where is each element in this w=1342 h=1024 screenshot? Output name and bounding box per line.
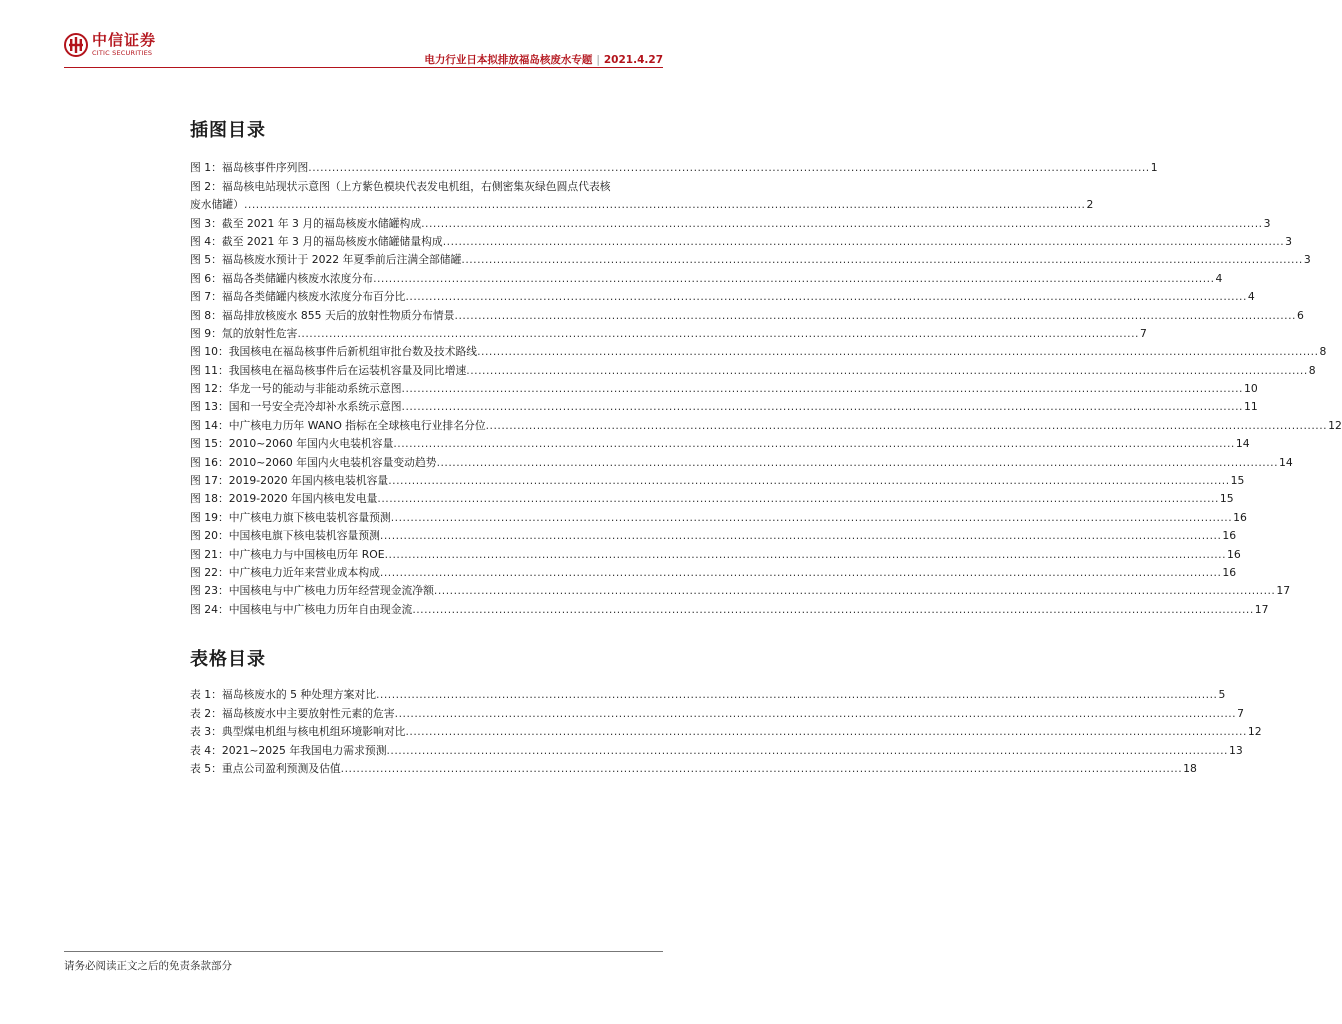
toc-leader-dots [477, 343, 1318, 361]
toc-page-number: 7 [1139, 326, 1147, 340]
toc-entry-label: 图 10：我国核电在福岛核事件后新机组审批台数及技术路线 [190, 345, 478, 359]
toc-entry-label: 图 14：中广核电力历年 WANO 指标在全球核电行业排名分位 [190, 418, 486, 432]
toc-page-number: 4 [1215, 271, 1223, 285]
toc-page-number: 3 [1303, 253, 1311, 267]
report-title: 电力行业日本拟排放福岛核废水专题 [424, 54, 593, 66]
toc-entry[interactable] [190, 269, 1223, 287]
toc-leader-dots [388, 472, 1229, 490]
toc-entry[interactable] [190, 177, 663, 195]
toc-entry-label: 图 8：福岛排放核废水 855 天后的放射性物质分布情景 [190, 308, 455, 322]
tables-toc-list [190, 686, 1262, 778]
header-divider [64, 67, 663, 68]
toc-leader-dots [461, 251, 1302, 269]
toc-entry[interactable] [190, 416, 1342, 434]
toc-entry-label: 图 3：截至 2021 年 3 月的福岛核废水储罐构成 [190, 216, 422, 230]
toc-page-number: 15 [1219, 492, 1234, 506]
toc-entry-label: 图 18：2019-2020 年国内核电发电量 [190, 492, 378, 506]
footer-divider [64, 951, 663, 952]
toc-entry-label: 表 4：2021~2025 年我国电力需求预测 [190, 743, 387, 757]
toc-page-number: 14 [1279, 455, 1293, 469]
toc-entry-label: 图 11：我国核电在福岛核事件后在运装机容量及同比增速 [190, 363, 467, 377]
toc-entry-label: 图 6：福岛各类储罐内核废水浓度分布 [190, 271, 374, 285]
toc-page-number: 16 [1222, 565, 1237, 579]
toc-entry-label: 图 16：2010~2060 年国内火电装机容量变动趋势 [190, 455, 437, 469]
toc-leader-dots [466, 362, 1307, 380]
toc-entry-label: 图 21：中广核电力与中国核电历年 ROE [190, 547, 385, 561]
toc-leader-dots [308, 159, 1149, 177]
toc-page-number: 8 [1308, 363, 1316, 377]
toc-leader-dots [380, 564, 1221, 582]
toc-leader-dots [380, 527, 1221, 545]
toc-entry[interactable] [190, 600, 1269, 618]
toc-entry[interactable] [190, 582, 1291, 600]
toc-entry[interactable] [190, 490, 1234, 508]
toc-entry[interactable] [190, 686, 1226, 704]
toc-entry[interactable] [190, 545, 1241, 563]
toc-page-number: 15 [1230, 474, 1245, 488]
toc-page-number: 17 [1254, 602, 1269, 616]
toc-leader-dots [455, 307, 1296, 325]
toc-page-number: 18 [1183, 761, 1197, 775]
toc-entry-label: 图 7：福岛各类储罐内核废水浓度分布百分比 [190, 290, 406, 304]
logo-english-name: CITIC SECURITIES [92, 49, 153, 58]
toc-entry-label: 图 15：2010~2060 年国内火电装机容量 [190, 437, 394, 451]
toc-page-number: 13 [1228, 743, 1243, 757]
toc-page-number: 16 [1227, 547, 1241, 561]
toc-entry-label-cont: 废水储罐） [190, 198, 244, 212]
toc-entry-label: 图 17：2019-2020 年国内核电装机容量 [190, 474, 389, 488]
toc-entry-label: 表 5：重点公司盈利预测及估值 [190, 761, 341, 775]
toc-leader-dots [376, 686, 1217, 704]
tables-toc-title: 表格目录 [190, 649, 266, 670]
toc-leader-dots [434, 582, 1275, 600]
toc-page-number: 11 [1243, 400, 1258, 414]
company-logo [64, 33, 156, 57]
toc-entry-label: 图 20：中国核电旗下核电装机容量预测 [190, 529, 380, 543]
toc-entry-label: 图 24：中国核电与中广核电力历年自由现金流 [190, 602, 413, 616]
toc-leader-dots [387, 742, 1228, 760]
figures-toc-list [190, 159, 1342, 619]
toc-leader-dots [395, 705, 1236, 723]
toc-entry[interactable] [190, 723, 1262, 741]
toc-entry-label: 图 19：中广核电力旗下核电装机容量预测 [190, 510, 391, 524]
toc-entry-label: 图 9：氚的放射性危害 [190, 326, 298, 340]
toc-entry[interactable] [190, 288, 1255, 306]
toc-leader-dots [373, 270, 1214, 288]
report-date: 2021.4.27 [603, 54, 663, 66]
toc-leader-dots [402, 398, 1243, 416]
report-header [424, 52, 663, 67]
toc-page-number: 5 [1218, 688, 1226, 702]
toc-entry-continued[interactable] [190, 196, 1094, 214]
toc-entry[interactable] [190, 527, 1237, 545]
toc-leader-dots [341, 760, 1182, 778]
toc-page-number: 12 [1328, 418, 1342, 432]
toc-leader-dots [486, 417, 1327, 435]
toc-entry[interactable] [190, 325, 1147, 343]
toc-page-number: 10 [1243, 382, 1258, 396]
toc-entry-label: 图 22：中广核电力近年来营业成本构成 [190, 565, 380, 579]
toc-entry[interactable] [190, 251, 1311, 269]
toc-leader-dots [405, 288, 1246, 306]
toc-entry[interactable] [190, 453, 1293, 471]
toc-entry[interactable] [190, 564, 1237, 582]
toc-entry-label: 图 13：国和一号安全壳冷却补水系统示意图 [190, 400, 402, 414]
toc-entry[interactable] [190, 361, 1316, 379]
toc-page-number: 3 [1263, 216, 1271, 230]
toc-entry-label: 表 2：福岛核废水中主要放射性元素的危害 [190, 706, 395, 720]
toc-page-number: 4 [1247, 290, 1255, 304]
toc-leader-dots [412, 601, 1253, 619]
toc-entry-label: 图 4：截至 2021 年 3 月的福岛核废水储罐储量构成 [190, 234, 443, 248]
toc-page-number: 16 [1233, 510, 1247, 524]
toc-page-number: 3 [1285, 234, 1293, 248]
toc-page-number: 6 [1296, 308, 1304, 322]
toc-entry[interactable] [190, 398, 1258, 416]
toc-entry-label: 图 1：福岛核事件序列图 [190, 161, 309, 175]
toc-leader-dots [297, 325, 1138, 343]
toc-leader-dots [377, 490, 1218, 508]
toc-entry[interactable] [190, 380, 1258, 398]
toc-entry[interactable] [190, 741, 1243, 759]
toc-page-number: 14 [1235, 437, 1250, 451]
figures-toc-title: 插图目录 [190, 120, 266, 141]
toc-leader-dots [402, 380, 1243, 398]
toc-page-number: 17 [1276, 584, 1291, 598]
toc-leader-dots [443, 233, 1284, 251]
toc-entry[interactable] [190, 704, 1244, 722]
toc-entry-label: 图 12：华龙一号的能动与非能动系统示意图 [190, 382, 402, 396]
toc-leader-dots [405, 723, 1246, 741]
toc-leader-dots [437, 454, 1278, 472]
toc-entry-label: 图 23：中国核电与中广核电力历年经营现金流净额 [190, 584, 434, 598]
toc-page-number: 12 [1247, 725, 1262, 739]
toc-entry[interactable] [190, 159, 1158, 177]
toc-leader-dots [421, 215, 1262, 233]
toc-leader-dots [391, 509, 1232, 527]
footer-disclaimer: 请务必阅读正文之后的免责条款部分 [64, 960, 232, 972]
toc-entry[interactable] [190, 233, 1293, 251]
toc-page-number: 7 [1237, 706, 1244, 720]
toc-leader-dots [244, 196, 1085, 214]
toc-entry[interactable] [190, 472, 1245, 490]
toc-entry[interactable] [190, 435, 1250, 453]
toc-leader-dots [385, 546, 1226, 564]
toc-page-number: 2 [1086, 198, 1094, 212]
toc-entry-label: 图 5：福岛核废水预计于 2022 年夏季前后注满全部储罐 [190, 253, 462, 267]
toc-page-number: 16 [1222, 529, 1237, 543]
toc-entry[interactable] [190, 508, 1247, 526]
toc-entry-label: 图 2：福岛核电站现状示意图（上方紫色模块代表发电机组，右侧密集灰绿色圆点代表核 [190, 179, 611, 193]
toc-page-number: 8 [1319, 345, 1327, 359]
toc-entry-label: 表 3：典型煤电机组与核电机组环境影响对比 [190, 725, 406, 739]
toc-entry[interactable] [190, 343, 1327, 361]
toc-entry-label: 表 1：福岛核废水的 5 种处理方案对比 [190, 688, 376, 702]
toc-entry[interactable] [190, 760, 1197, 778]
toc-entry[interactable] [190, 306, 1304, 324]
toc-page-number: 1 [1150, 161, 1158, 175]
toc-entry[interactable] [190, 214, 1271, 232]
citic-logo-icon [64, 33, 88, 57]
toc-leader-dots [393, 435, 1234, 453]
logo-chinese-name: 中信证券 [92, 31, 157, 50]
header-separator: | [596, 54, 600, 66]
